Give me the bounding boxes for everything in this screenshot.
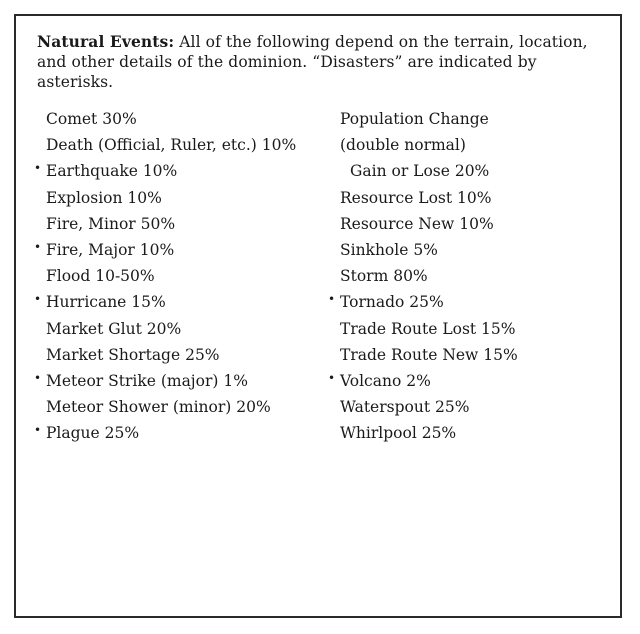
event-label: Tornado 25% — [340, 293, 444, 312]
list-item — [34, 185, 334, 211]
list-item — [34, 263, 334, 289]
list-item — [328, 211, 608, 237]
event-label: Explosion 10% — [46, 188, 162, 207]
list-item — [328, 158, 608, 184]
event-label: Whirlpool 25% — [340, 424, 457, 443]
events-list-right — [328, 106, 608, 446]
list-item — [328, 394, 608, 420]
event-label: Market Glut 20% — [46, 319, 182, 338]
disaster-asterisk: • — [34, 161, 42, 176]
event-label: Meteor Shower (minor) 20% — [46, 398, 271, 417]
list-item — [328, 289, 608, 315]
event-label: Trade Route Lost 15% — [340, 319, 516, 338]
list-item — [328, 185, 608, 211]
list-item — [34, 158, 334, 184]
event-label: Resource Lost 10% — [340, 188, 492, 207]
list-item — [34, 237, 334, 263]
event-label: Earthquake 10% — [46, 162, 178, 181]
event-label: Storm 80% — [340, 267, 428, 286]
list-item — [328, 237, 608, 263]
list-item — [328, 106, 608, 132]
disaster-asterisk: • — [34, 292, 42, 307]
natural-events-box — [14, 14, 622, 618]
list-item — [34, 368, 334, 394]
events-list-left — [34, 106, 334, 446]
event-label: (double normal) — [340, 136, 466, 155]
event-label: Trade Route New 15% — [340, 345, 518, 364]
disaster-asterisk: • — [34, 239, 42, 254]
list-item — [328, 342, 608, 368]
event-label: Comet 30% — [46, 110, 137, 128]
list-item — [328, 316, 608, 342]
disaster-asterisk: • — [34, 370, 42, 385]
disaster-asterisk: • — [34, 423, 42, 438]
event-label: Plague 25% — [46, 424, 140, 443]
event-label: Market Shortage 25% — [46, 345, 220, 364]
event-label: Waterspout 25% — [340, 398, 470, 417]
event-label: Hurricane 15% — [46, 293, 166, 312]
event-label: Volcano 2% — [340, 371, 431, 390]
intro-heading: Natural Events: — [37, 32, 175, 51]
list-item — [34, 316, 334, 342]
list-item — [34, 289, 334, 315]
event-label: Gain or Lose 20% — [350, 162, 490, 181]
list-item — [34, 394, 334, 420]
event-label: Sinkhole 5% — [340, 240, 438, 259]
list-item — [34, 420, 334, 446]
list-item — [328, 263, 608, 289]
list-item — [328, 368, 608, 394]
intro-paragraph — [37, 32, 597, 92]
list-item — [328, 420, 608, 446]
list-item — [34, 132, 334, 158]
list-item — [34, 211, 334, 237]
list-item — [34, 106, 334, 132]
list-item — [34, 342, 334, 368]
event-label: Fire, Minor 50% — [46, 214, 176, 233]
disaster-asterisk: • — [328, 292, 336, 307]
event-label: Meteor Strike (major) 1% — [46, 371, 248, 390]
event-label: Population Change — [340, 110, 489, 128]
event-label: Resource New 10% — [340, 214, 494, 233]
event-label: Fire, Major 10% — [46, 240, 175, 259]
disaster-asterisk: • — [328, 370, 336, 385]
event-label: Death (Official, Ruler, etc.) 10% — [46, 136, 297, 155]
intro-body: All of the following depend on the terrain, location, and other details of the dominion. “Disasters” are indicated by asterisks. — [37, 33, 588, 91]
list-item — [328, 132, 608, 158]
event-label: Flood 10-50% — [46, 267, 155, 286]
